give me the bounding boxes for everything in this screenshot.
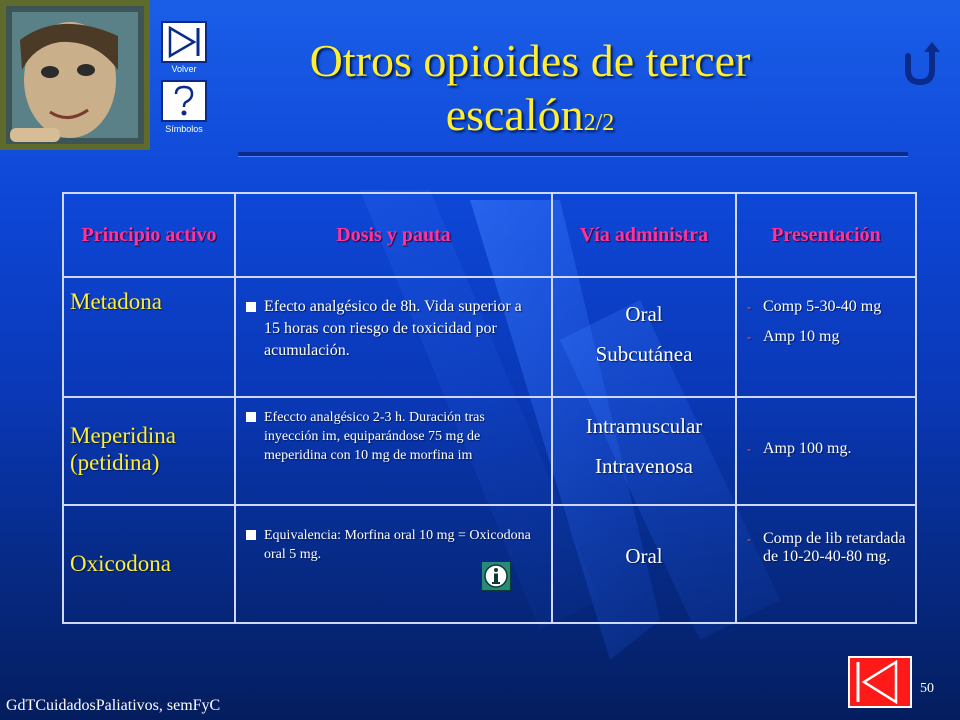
presentacion-cell — [736, 277, 916, 397]
page-number: 50 — [920, 681, 934, 696]
via-item: Subcutánea — [595, 342, 693, 366]
play-forward-icon — [164, 24, 204, 60]
dash-bullet-icon: - — [747, 442, 751, 456]
via-cell — [552, 397, 736, 505]
footer-credit: GdTCuidadosPaliativos, semFyC — [6, 697, 221, 714]
title-text: Otros opioides de tercer escalón — [309, 35, 751, 140]
presentacion-item — [747, 530, 907, 566]
square-bullet-icon — [246, 302, 256, 312]
via-item: Intravenosa — [595, 454, 693, 478]
via-item: Oral — [625, 544, 663, 568]
title-suffix: 2/2 — [583, 110, 615, 136]
drug-name: Meperidina (petidina) — [70, 423, 177, 475]
drug-name: Oxicodona — [70, 551, 171, 576]
simbolos-label: Símbolos — [165, 124, 203, 134]
header-dosis: Dosis y pauta — [235, 193, 552, 277]
square-bullet-icon — [246, 530, 256, 540]
info-icon[interactable] — [481, 561, 511, 591]
presentacion-text: Comp de lib retardada de 10-20-40-80 mg. — [763, 530, 906, 565]
via-item: Oral — [625, 302, 663, 326]
dosis-bullet — [236, 278, 551, 362]
volver-label: Volver — [171, 64, 197, 74]
dosis-bullet — [236, 398, 551, 465]
presentacion-list — [737, 506, 915, 566]
via-list — [553, 506, 735, 576]
table-row — [63, 277, 916, 397]
volver-button[interactable] — [161, 21, 207, 63]
dash-bullet-icon: - — [747, 330, 751, 344]
presentacion-text: Amp 10 mg — [763, 328, 840, 345]
question-mark-icon — [164, 83, 204, 119]
presentacion-text: Amp 100 mg. — [763, 440, 852, 457]
presentacion-item — [747, 440, 907, 458]
opioid-table — [62, 192, 917, 624]
via-list — [553, 398, 735, 486]
drug-cell — [63, 397, 235, 505]
simbolos-button[interactable] — [161, 80, 207, 122]
dosis-cell — [235, 277, 552, 397]
presentacion-item — [747, 298, 907, 316]
dosis-text: Efecto analgésico de 8h. Vida superior a 15 horas con riesgo de toxicidad por acumulación. — [264, 298, 522, 359]
dosis-text: Equivalencia: Morfina oral 10 mg = Oxicodona oral 5 mg. — [264, 528, 531, 562]
header-principio: Principio activo — [63, 193, 235, 277]
via-cell — [552, 505, 736, 623]
presentacion-list — [737, 398, 915, 458]
via-item: Intramuscular — [585, 414, 703, 438]
via-list — [553, 278, 735, 374]
dash-bullet-icon: - — [747, 532, 751, 546]
presentacion-item — [747, 328, 907, 346]
square-bullet-icon — [246, 412, 256, 422]
dash-bullet-icon: - — [747, 300, 751, 314]
via-cell — [552, 277, 736, 397]
drug-name: Metadona — [70, 289, 162, 314]
header-via: Vía administra — [552, 193, 736, 277]
presentacion-text: Comp 5-30-40 mg — [763, 298, 882, 315]
triangle-back-icon — [850, 658, 910, 706]
drug-cell — [63, 505, 235, 623]
dosis-text: Efeccto analgésico 2-3 h. Duración tras inyección im, equiparándose 75 mg de meperidina con 10 mg de morfina im — [264, 410, 485, 463]
title-divider — [238, 152, 908, 157]
table-header-row — [63, 193, 916, 277]
presentacion-cell — [736, 397, 916, 505]
previous-slide-button[interactable] — [848, 656, 912, 708]
dosis-cell — [235, 397, 552, 505]
u-turn-arrow-icon[interactable] — [900, 42, 940, 86]
drug-cell — [63, 277, 235, 397]
portrait-image — [0, 0, 150, 150]
header-presentacion: Presentación — [736, 193, 916, 277]
page-title — [220, 34, 840, 150]
table-row — [63, 397, 916, 505]
presentacion-cell — [736, 505, 916, 623]
dosis-bullet — [236, 506, 551, 564]
presentacion-list — [737, 278, 915, 346]
